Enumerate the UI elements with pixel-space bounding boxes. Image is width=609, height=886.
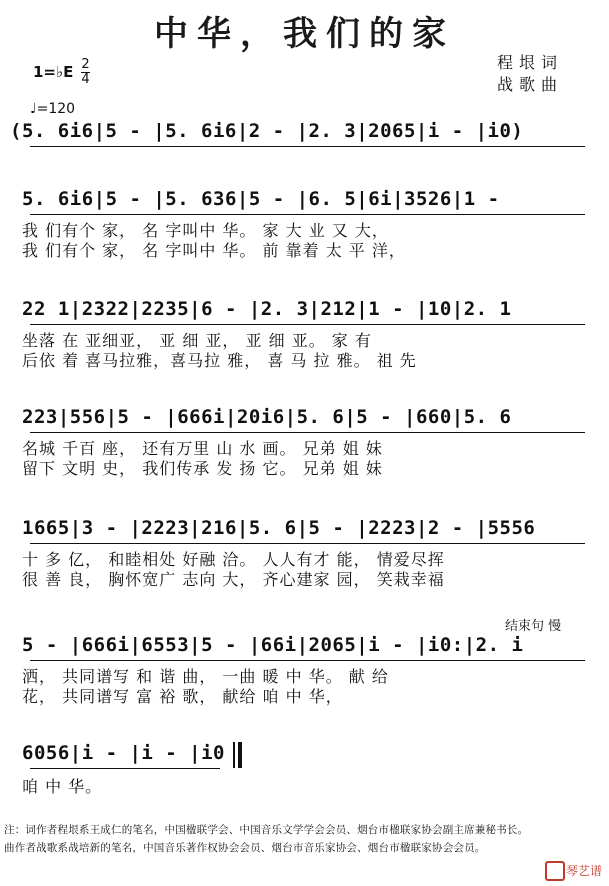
- lyric-line-3a: 坐落 在 亚细亚， 亚 细 亚， 亚 细 亚。 家 有: [22, 331, 372, 350]
- lyric-line-5a: 十 多 亿， 和睦相处 好融 洽。 人人有才 能， 情爱尽挥: [22, 550, 445, 569]
- staff-underline: [30, 324, 585, 325]
- composer-credit: 战歌曲: [497, 75, 564, 94]
- score-line-7: 6056|i - |i - |i0: [22, 742, 225, 764]
- watermark-logo-icon: [545, 861, 565, 881]
- final-barline-thin: [233, 742, 235, 768]
- lyric-line-6a: 洒， 共同谱写 和 谐 曲， 一曲 暖 中 华。 献 给: [22, 667, 389, 686]
- lyric-line-7a: 咱 中 华。: [22, 777, 103, 796]
- score-line-3: 22 1|2322|2235|6 - |2. 3|212|1 - |10|2. 1: [22, 298, 512, 320]
- time-signature-bottom: 4: [81, 72, 90, 87]
- staff-underline: [30, 146, 585, 147]
- score-line-1: (5. 6i6|5 - |5. 6i6|2 - |2. 3|2065|i - |i0): [10, 120, 524, 142]
- staff-underline: [30, 768, 220, 769]
- lyric-line-6b: 花， 共同谱写 富 裕 歌， 献给 咱 中 华，: [22, 687, 343, 706]
- lyric-line-5b: 很 善 良， 胸怀宽广 志向 大， 齐心建家 园， 笑栽幸福: [22, 570, 445, 589]
- key-signature: 1=♭E: [33, 63, 74, 81]
- lyric-line-2a: 我 们有个 家， 名 字叫中 华。 家 大 业 又 大，: [22, 221, 389, 240]
- score-line-2: 5. 6i6|5 - |5. 636|5 - |6. 5|6i|3526|1 -: [22, 188, 500, 210]
- lyric-line-4a: 名城 千百 座， 还有万里 山 水 画。 兄弟 姐 妹: [22, 439, 383, 458]
- score-line-6: 5 - |666i|6553|5 - |66i|2065|i - |i0:|2. i: [22, 634, 524, 656]
- staff-underline: [30, 543, 585, 544]
- footnote-lyricist: 注：词作者程垠系王成仁的笔名，中国楹联学会、中国音乐文学学会会员、烟台市楹联家协会副主席兼秘书长。: [4, 824, 529, 836]
- time-signature-top: 2: [81, 57, 90, 72]
- key-signature-block: [33, 58, 90, 87]
- tempo-marking: ♩=120: [30, 101, 76, 117]
- staff-underline: [30, 660, 585, 661]
- watermark-text: 琴艺谱: [566, 864, 603, 878]
- score-line-4: 223|556|5 - |666i|20i6|5. 6|5 - |660|5. 6: [22, 406, 512, 428]
- song-title: 中华，我们的家: [154, 14, 455, 54]
- footnote-composer: 曲作者战歌系战培新的笔名，中国音乐著作权协会会员、烟台市音乐家协会、烟台市楹联家协会会员。: [4, 842, 486, 854]
- ending-annotation: 结束句 慢: [505, 619, 562, 634]
- final-barline-thick: [238, 742, 242, 768]
- lyric-line-2b: 我 们有个 家， 名 字叫中 华。 前 靠着 太 平 洋，: [22, 241, 406, 260]
- time-signature: [81, 58, 89, 87]
- lyric-line-4b: 留下 文明 史， 我们传承 发 扬 它。 兄弟 姐 妹: [22, 459, 383, 478]
- score-line-5: 1665|3 - |2223|216|5. 6|5 - |2223|2 - |5556: [22, 517, 536, 539]
- lyric-line-3b: 后依 着 喜马拉雅，喜马拉 雅， 喜 马 拉 雅。 祖 先: [22, 351, 417, 370]
- staff-underline: [30, 432, 585, 433]
- lyricist-credit: 程垠词: [497, 53, 564, 72]
- staff-underline: [30, 214, 585, 215]
